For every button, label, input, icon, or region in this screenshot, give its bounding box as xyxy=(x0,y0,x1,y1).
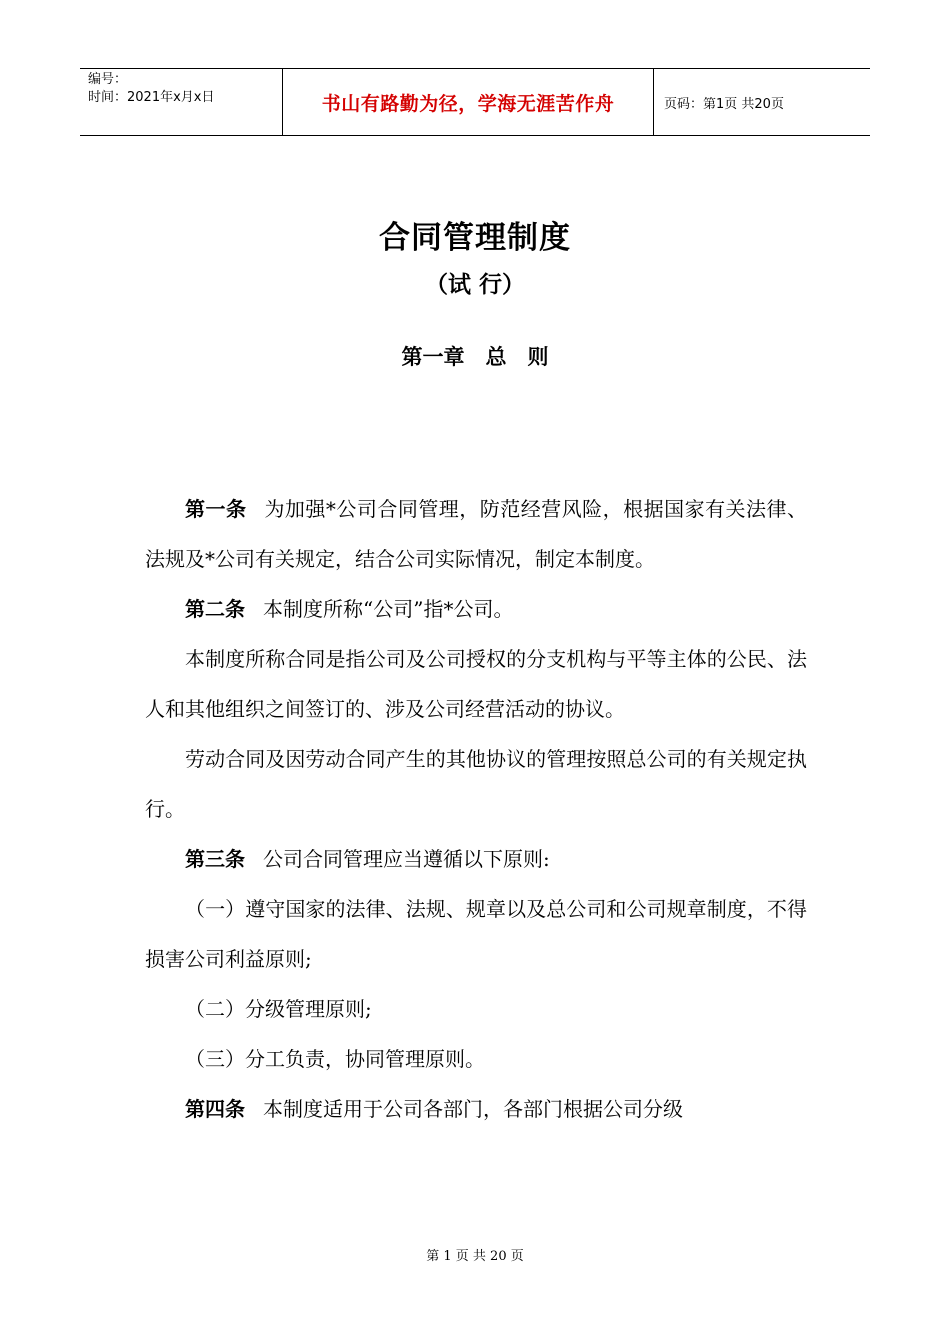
document-title: 合同管理制度 xyxy=(379,220,571,256)
document-body xyxy=(145,484,807,1134)
paragraph-text: （二）分级管理原则; xyxy=(185,997,372,1021)
article-label: 第一条 xyxy=(185,497,247,521)
paragraph-5 xyxy=(145,834,807,884)
paragraph-text: 劳动合同及因劳动合同产生的其他协议的管理按照总公司的有关规定执行。 xyxy=(145,747,807,821)
paragraph-text: 本制度所称合同是指公司及公司授权的分支机构与平等主体的公民、法人和其他组织之间签订的、涉及公司经营活动的协议。 xyxy=(145,647,807,721)
paragraph-1 xyxy=(145,484,807,584)
motto: 书山有路勤为径，学海无涯苦作舟 xyxy=(321,92,615,115)
paragraph-7 xyxy=(145,984,807,1034)
code-label: 编号： xyxy=(88,72,128,87)
chapter-title: 第一章 总 则 xyxy=(401,345,549,369)
paragraph-text: 公司合同管理应当遵循以下原则: xyxy=(263,847,550,871)
document-subtitle: （试 行） xyxy=(424,272,525,298)
paragraph-8 xyxy=(145,1034,807,1084)
paragraph-text: 为加强*公司合同管理，防范经营风险，根据国家有关法律、法规及*公司有关规定，结合公司实际情况，制定本制度。 xyxy=(145,497,808,571)
article-label: 第四条 xyxy=(185,1097,245,1121)
document-header xyxy=(80,68,870,136)
paragraph-4 xyxy=(145,734,807,834)
header-motto-cell xyxy=(282,69,654,135)
paragraph-3 xyxy=(145,634,807,734)
paragraph-9 xyxy=(145,1084,807,1134)
page-info: 页码：第1页 共20页 xyxy=(664,96,784,112)
header-page-info xyxy=(654,69,870,135)
paragraph-text: 本制度所称“公司”指*公司。 xyxy=(263,597,514,621)
paragraph-6 xyxy=(145,884,807,984)
page-footer: 第 1 页 共 20 页 xyxy=(426,1249,524,1264)
header-meta xyxy=(80,69,282,135)
paragraph-text: （三）分工负责，协同管理原则。 xyxy=(185,1047,485,1071)
article-label: 第二条 xyxy=(185,597,245,621)
article-label: 第三条 xyxy=(185,847,245,871)
paragraph-text: 本制度适用于公司各部门，各部门根据公司分级 xyxy=(263,1097,683,1121)
date-line: 时间：2021年x月x日 xyxy=(88,90,215,105)
paragraph-2 xyxy=(145,584,807,634)
paragraph-text: （一）遵守国家的法律、法规、规章以及总公司和公司规章制度，不得损害公司利益原则; xyxy=(145,897,807,971)
